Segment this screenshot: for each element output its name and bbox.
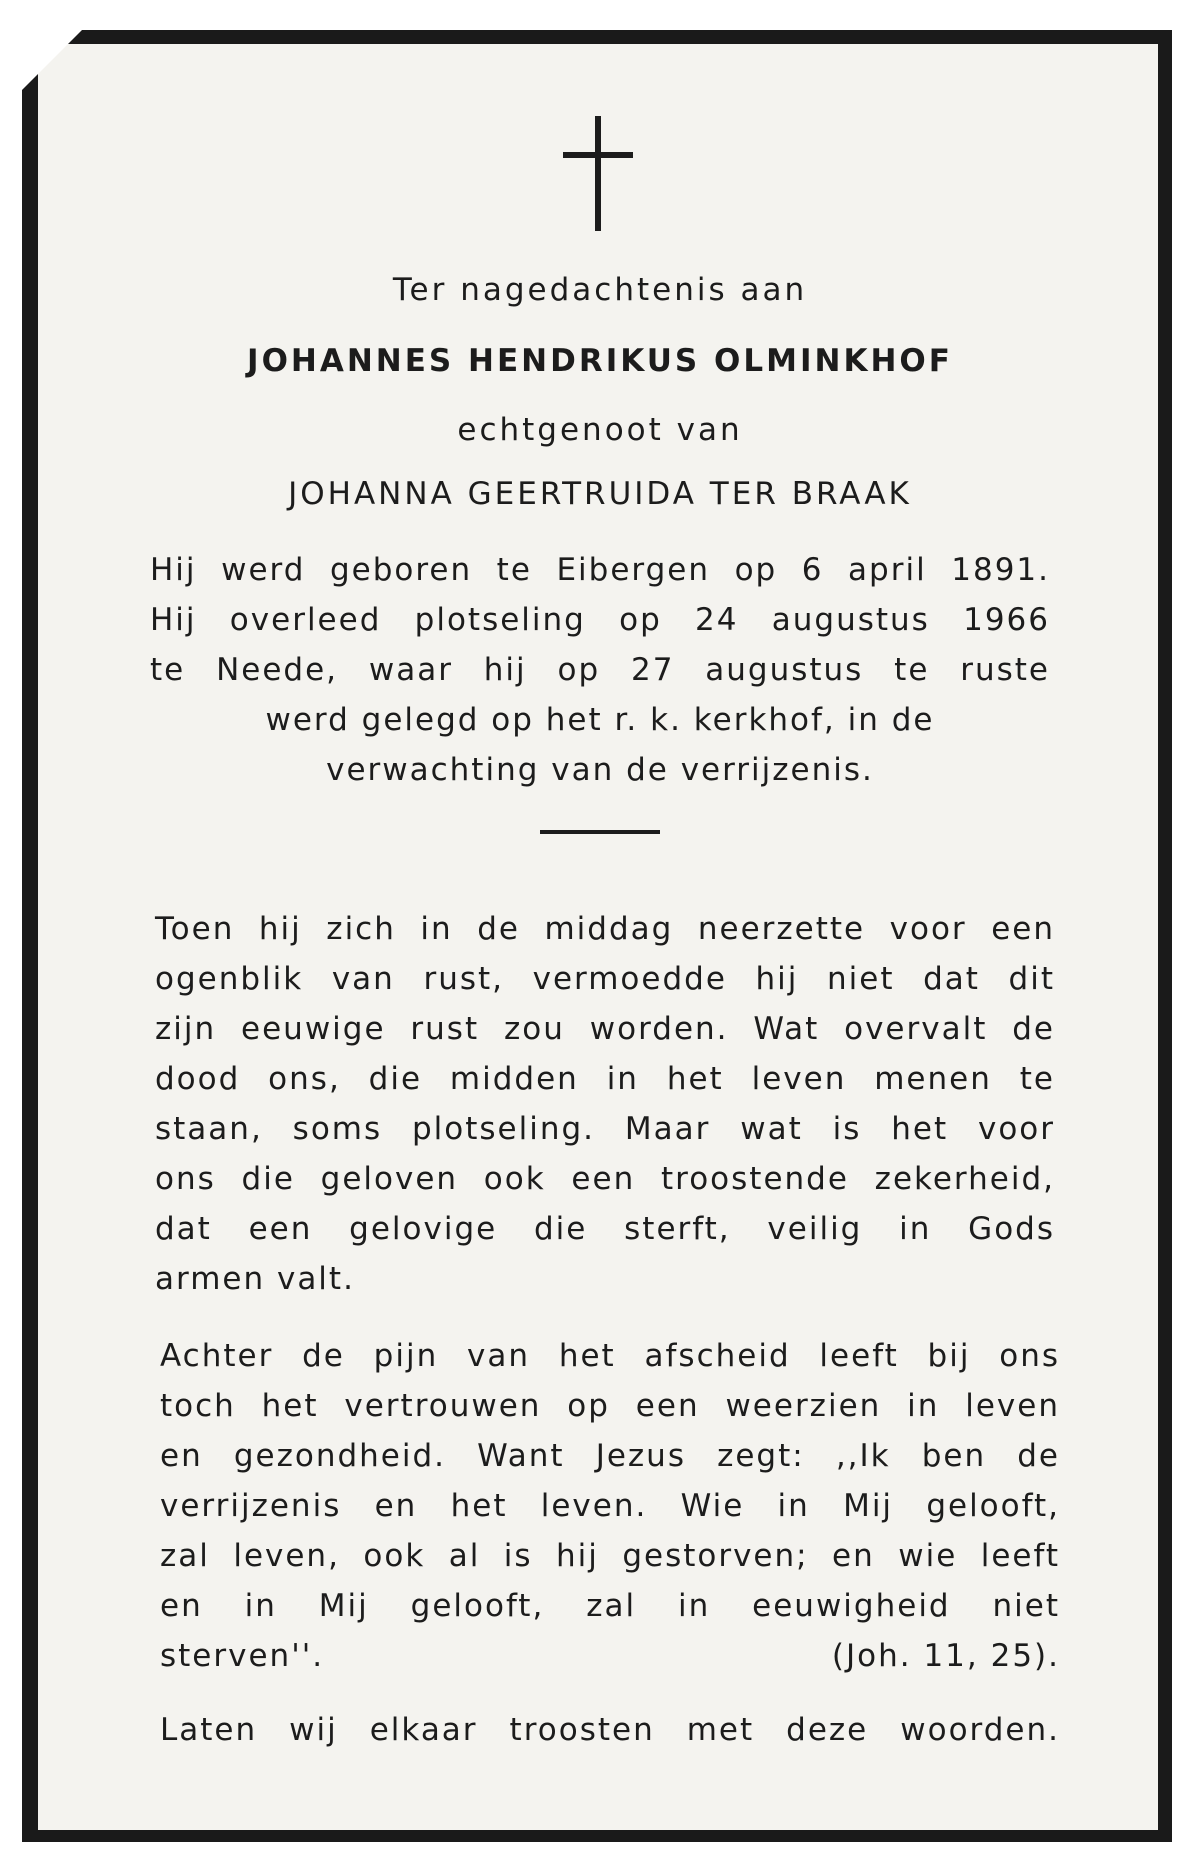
text-line: toch het vertrouwen op een weerzien in leven: [160, 1388, 1060, 1424]
text-line: Achter de pijn van het afscheid leeft bij ons: [160, 1338, 1060, 1374]
text-line: sterven''.: [160, 1638, 325, 1674]
deceased-name: JOHANNES HENDRIKUS OLMINKHOF: [247, 343, 953, 379]
text-line: ogenblik van rust, vermoedde hij niet dat dit: [155, 961, 1055, 997]
text-line: dat een gelovige die sterft, veilig in Gods: [155, 1211, 1055, 1247]
bio-block: [150, 545, 1050, 795]
intro-text: Ter nagedachtenis aan: [392, 272, 808, 308]
spouse-name: JOHANNA GEERTRUIDA TER BRAAK: [288, 476, 912, 512]
text-line: verrijzenis en het leven. Wie in Mij gelooft,: [160, 1488, 1060, 1524]
text-line: en in Mij gelooft, zal in eeuwigheid niet: [160, 1588, 1060, 1624]
paragraph-2: [160, 1331, 1060, 1681]
paragraph-1: [155, 904, 1055, 1304]
text-line: zijn eeuwige rust zou worden. Wat overvalt de: [155, 1011, 1055, 1047]
bio-line: verwachting van de verrijzenis.: [326, 752, 874, 788]
closing-block: [160, 1705, 1060, 1755]
text-line: armen valt.: [155, 1261, 355, 1297]
bio-line: Hij werd geboren te Eibergen op 6 april 1891.: [150, 552, 1050, 588]
text-line: dood ons, die midden in het leven menen te: [155, 1061, 1055, 1097]
relation-text: echtgenoot van: [457, 412, 743, 448]
folded-corner: [22, 30, 82, 90]
text-line: en gezondheid. Want Jezus zegt: ,,Ik ben de: [160, 1438, 1060, 1474]
text-line: zal leven, ook al is hij gestorven; en wie leeft: [160, 1538, 1060, 1574]
last-line: [160, 1631, 1060, 1681]
bio-line: te Neede, waar hij op 27 augustus te ruste: [150, 652, 1050, 688]
cross-icon: [563, 116, 633, 236]
bio-line: Hij overleed plotseling op 24 augustus 1966: [150, 602, 1050, 638]
text-line: staan, soms plotseling. Maar wat is het voor: [155, 1111, 1055, 1147]
bio-line: werd gelegd op het r. k. kerkhof, in de: [265, 702, 935, 738]
text-line: ons die geloven ook een troostende zekerheid,: [155, 1161, 1055, 1197]
divider: [540, 830, 660, 834]
text-line: Toen hij zich in de middag neerzette voor een: [155, 911, 1055, 947]
bible-citation: (Joh. 11, 25).: [831, 1638, 1060, 1674]
closing-line: Laten wij elkaar troosten met deze woorden.: [160, 1712, 1060, 1748]
